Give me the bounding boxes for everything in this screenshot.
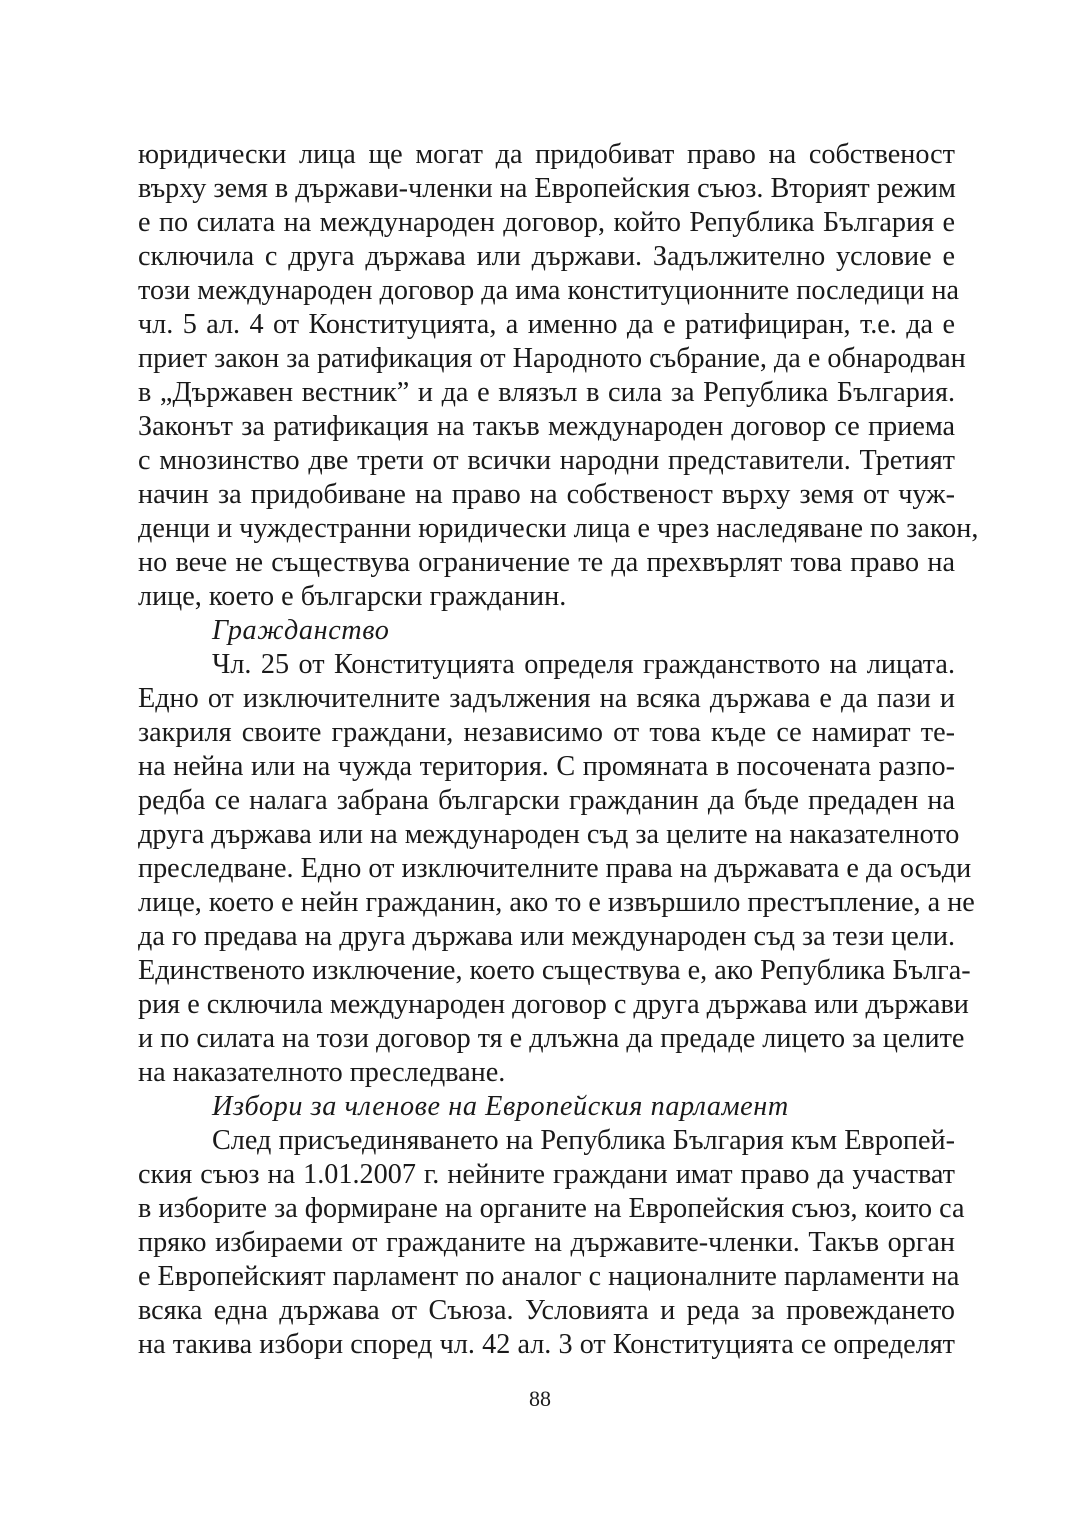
text-line: ския съюз на 1.01.2007 г. нейните граждани имат право да участват — [138, 1159, 955, 1190]
text-line: лице, което е български гражданин. — [138, 581, 567, 612]
text-line: на наказателното преследване. — [138, 1057, 506, 1088]
text-line: пряко избираеми от гражданите на държавите-членки. Такъв орган — [138, 1227, 955, 1258]
text-line: денци и чуждестранни юридически лица е чрез наследяване по закон, — [138, 513, 979, 544]
document-page — [138, 138, 979, 1362]
text-line: рия е сключила международен договор с друга държава или държави — [138, 989, 969, 1020]
text-line: и по силата на този договор тя е длъжна да предаде лицето за целите — [138, 1023, 965, 1054]
text-line: в изборите за формиране на органите на Европейския съюз, които са — [138, 1193, 965, 1224]
text-line: сключила с друга държава или държави. Задължително условие е — [138, 241, 955, 272]
section-heading-citizenship: Гражданство — [212, 615, 390, 646]
text-line: закриля своите граждани, независимо от това къде се намират те- — [138, 717, 955, 748]
text-line: върху земя в държави-членки на Европейския съюз. Вторият режим — [138, 173, 956, 204]
text-line: редба се налага забрана български гражданин да бъде предаден на — [138, 785, 955, 816]
text-line: След присъединяването на Република България към Европей- — [212, 1125, 955, 1156]
text-line: с мнозинство две трети от всички народни представители. Третият — [138, 445, 955, 476]
text-line: на нейна или на чужда територия. С промяната в посочената разпо- — [138, 751, 955, 782]
text-line: Чл. 25 от Конституцията определя гражданството на лицата. — [212, 649, 955, 680]
text-line: е по силата на международен договор, който Република България е — [138, 207, 955, 238]
text-line: Единственото изключение, което съществува е, ако Република Бълга- — [138, 955, 971, 986]
text-line: друга държава или на международен съд за целите на наказателното — [138, 819, 960, 850]
text-line: начин за придобиване на право на собственост върху земя от чуж- — [138, 479, 955, 510]
text-line: но вече не съществува ограничение те да прехвърлят това право на — [138, 547, 955, 578]
text-line: чл. 5 ал. 4 от Конституцията, а именно да е ратифициран, т.е. да е — [138, 309, 955, 340]
text-line: Законът за ратификация на такъв международен договор се приема — [138, 411, 955, 442]
paragraph-citizenship — [138, 648, 975, 1090]
text-line: преследване. Едно от изключителните права на държавата е да осъди — [138, 853, 972, 884]
section-heading-european-parliament: Избори за членове на Европейския парламент — [212, 1091, 789, 1122]
text-line: е Европейският парламент по аналог с националните парламенти на — [138, 1261, 960, 1292]
text-line: в „Държавен вестник” и да е влязъл в сила за Република България. — [138, 377, 955, 408]
text-line: този международен договор да има конституционните последици на — [138, 275, 960, 306]
text-line: на такива избори според чл. 42 ал. 3 от Конституцията се определят — [138, 1329, 955, 1360]
text-line: приет закон за ратификация от Народното събрание, да е обнародван — [138, 343, 966, 374]
text-line: всяка една държава от Съюза. Условията и реда за провеждането — [138, 1295, 955, 1326]
text-line: Едно от изключителните задължения на всяка държава е да пази и — [138, 683, 955, 714]
paragraph-land-ownership — [138, 138, 979, 614]
text-line: лице, което е нейн гражданин, ако то е извършило престъпление, а не — [138, 887, 975, 918]
paragraph-european-parliament — [138, 1124, 965, 1362]
text-line: да го предава на друга държава или международен съд за тези цели. — [138, 921, 955, 952]
page-number: 88 — [529, 1386, 551, 1411]
text-line: юридически лица ще могат да придобиват право на собственост — [138, 139, 955, 170]
